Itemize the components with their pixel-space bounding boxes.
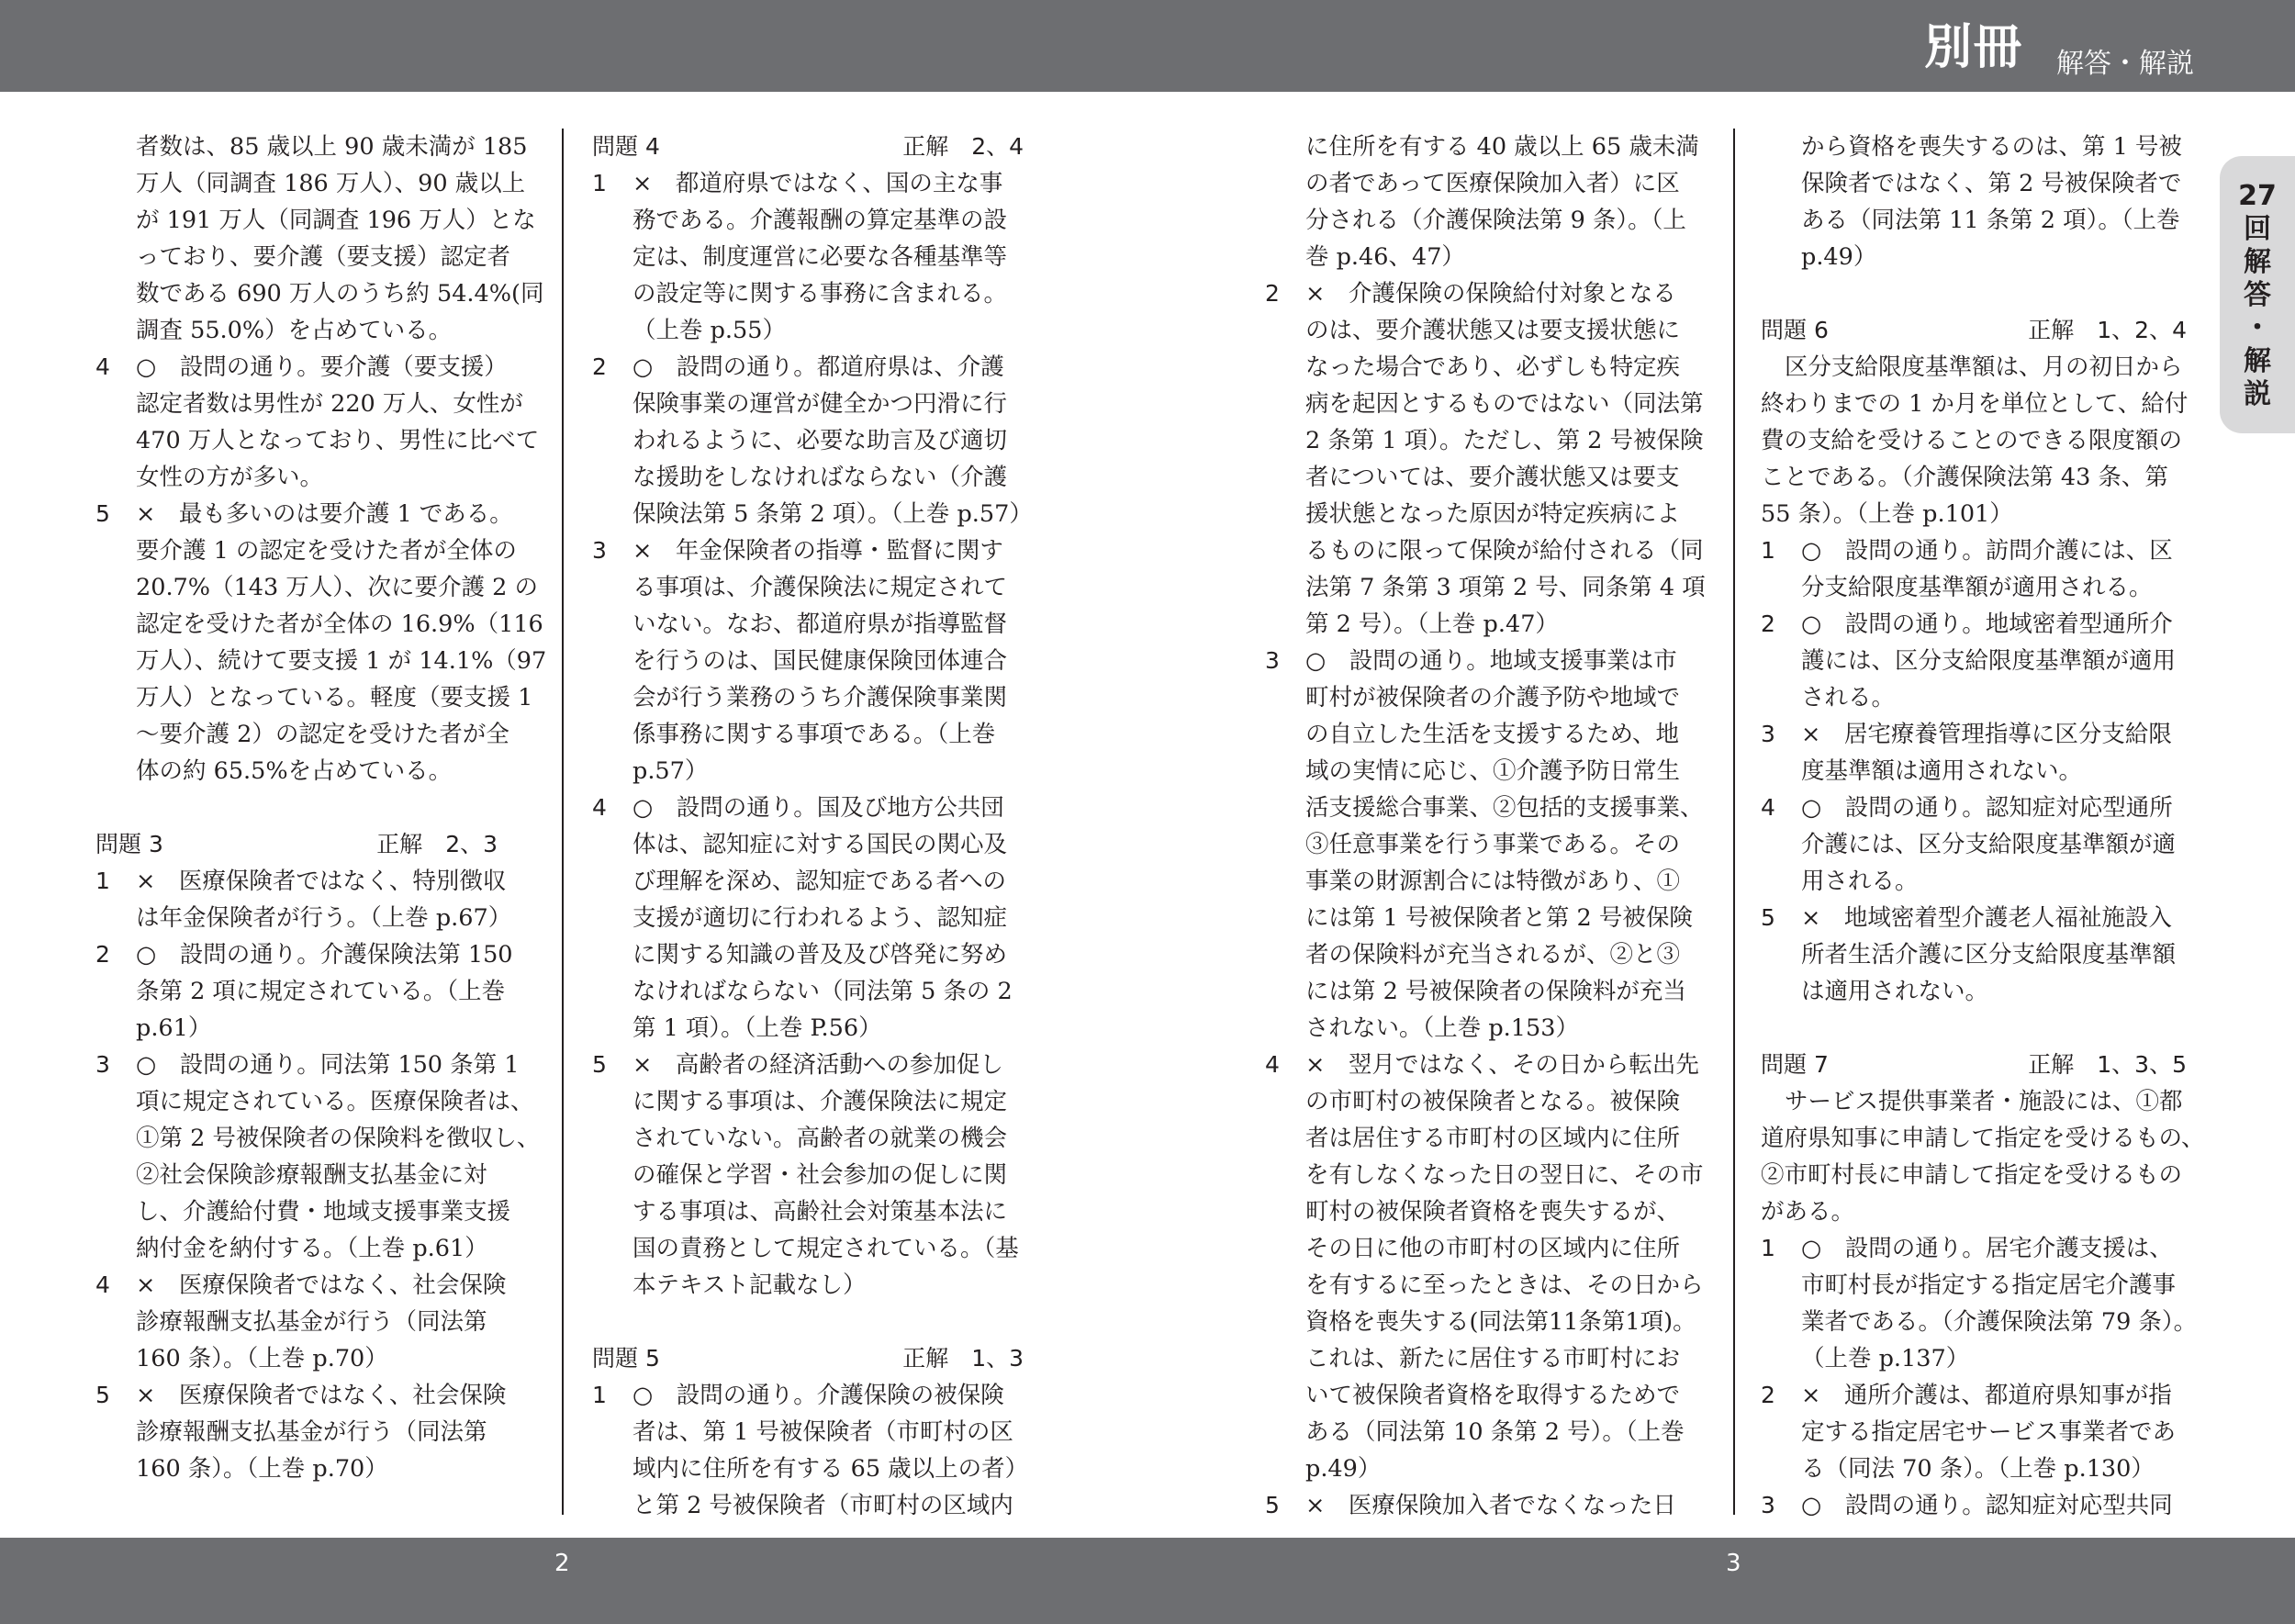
text-line: 用される。 (1801, 868, 1919, 895)
text-line: 第 1 項）。（上巻 P.56） (633, 1014, 882, 1042)
text-line: 費の支給を受けることのできる限度額の (1761, 427, 2183, 454)
text-line: るものに限って保険が給付される（同 (1305, 537, 1704, 565)
text-line: 分される（介護保険法第 9 条）。（上 (1305, 207, 1686, 234)
text-line: 係事務に関する事項である。（上巻 (633, 721, 996, 748)
text-line: 2 条第 1 項）。ただし、第 2 号被保険 (1305, 427, 1704, 454)
text-line: ○ 設問の通り。要介護（要支援） (136, 353, 508, 381)
text-line: ○ 設問の通り。同法第 150 条第 1 (136, 1051, 520, 1079)
text-line: ○ 設問の通り。地域密着型通所介 (1801, 610, 2173, 638)
text-line: を有するに至ったときは、その日から (1305, 1271, 1704, 1299)
answer-item (592, 1047, 1033, 1083)
answer-item (1761, 790, 2205, 826)
header-title: 別冊 (1924, 20, 2024, 75)
text-line: p.61） (136, 1014, 212, 1042)
answer-item (592, 790, 1033, 826)
item-number: 2 (592, 353, 607, 380)
footer-bar (0, 1538, 2295, 1624)
item-number: 5 (1265, 1492, 1280, 1518)
text-line: の市町村の被保険者となる。被保険 (1305, 1088, 1681, 1115)
text-line: × 医療保険者ではなく、社会保険 (136, 1271, 507, 1299)
item-number: 3 (1761, 721, 1775, 747)
correct-answer: 正解 1、3 (902, 1345, 1024, 1372)
text-line: ②社会保険診療報酬支払基金に対 (136, 1161, 487, 1189)
text-line: 認定者数は男性が 220 万人、女性が (136, 390, 523, 418)
text-line: ○ 設問の通り。介護保険法第 150 (136, 941, 513, 969)
text-line: と第 2 号被保険者（市町村の区域内 (633, 1492, 1013, 1519)
side-index-tab (2220, 156, 2295, 433)
text-line: する事項は、高齢社会対策基本法に (633, 1198, 1008, 1226)
item-number: 4 (95, 353, 110, 380)
answer-item (1761, 532, 2205, 569)
text-line: 者については、要介護状態又は要支 (1305, 464, 1680, 491)
item-number: 2 (95, 941, 110, 968)
answer-item (95, 1267, 534, 1304)
text-line: 体の約 65.5%を占めている。 (136, 757, 453, 785)
text-line: を有しなくなった日の翌日に、その市 (1305, 1161, 1704, 1189)
text-line: ○ 設問の通り。地域支援事業は市 (1305, 647, 1677, 675)
text-line: なければならない（同法第 5 条の 2 (633, 978, 1013, 1005)
text-line: される。 (1801, 684, 1896, 711)
text-line: がある。 (1761, 1198, 1855, 1226)
side-index-tab-chars (2220, 180, 2295, 411)
side-index-tab-char: 解 (2244, 345, 2271, 377)
text-line: 者数は、85 歳以上 90 歳未満が 185 (136, 133, 528, 161)
text-line: 者は、第 1 号被保険者（市町村の区 (633, 1418, 1013, 1446)
text-line: には第 2 号被保険者の保険料が充当 (1305, 978, 1686, 1005)
text-line: 域内に住所を有する 65 歳以上の者） (633, 1455, 1029, 1483)
text-line: 万人）、続けて要支援 1 が 14.1%（97 (136, 647, 547, 675)
text-line: 町村の被保険者資格を喪失するが、 (1305, 1198, 1681, 1226)
column-2 (592, 129, 1033, 1524)
text-line: 要介護 1 の認定を受けた者が全体の (136, 537, 517, 565)
text-line: 域の実情に応じ、①介護予防日常生 (1305, 757, 1681, 785)
text-line: 活支援総合事業、②包括的支援事業、 (1305, 794, 1704, 822)
question-heading (95, 826, 534, 863)
answer-item (592, 532, 1033, 569)
item-number: 3 (95, 1051, 110, 1078)
item-number: 4 (592, 794, 607, 821)
column-4 (1761, 129, 2205, 1524)
text-line: 項に規定されている。医療保険者は、 (136, 1088, 534, 1115)
text-line: し、介護給付費・地域支援事業支援 (136, 1198, 511, 1226)
item-number: 1 (1761, 537, 1775, 564)
text-line: 認定を受けた者が全体の 16.9%（116 (136, 610, 543, 638)
page-number-right: 3 (1726, 1550, 1741, 1577)
item-number: 3 (1265, 647, 1280, 674)
text-line: 者は居住する市町村の区域内に住所 (1305, 1125, 1681, 1152)
item-number: 2 (1761, 610, 1775, 637)
text-line: 病を起因とするものではない（同法第 (1305, 390, 1704, 418)
text-line: 市町村長が指定する指定居宅介護事 (1801, 1271, 2177, 1299)
text-line: 調査 55.0%）を占めている。 (136, 317, 453, 344)
text-line: × 都道府県ではなく、国の主な事 (633, 170, 1003, 197)
text-line: p.49） (1801, 243, 1877, 271)
text-line: に関する事項は、介護保険法に規定 (633, 1088, 1008, 1115)
text-line: び理解を深め、認知症である者への (633, 868, 1006, 895)
text-line: 介護には、区分支給限度基準額が適 (1801, 831, 2177, 858)
answer-item (95, 496, 534, 532)
text-line: × 医療保険加入者でなくなった日 (1305, 1492, 1676, 1519)
answer-item (95, 349, 534, 386)
answer-item (95, 1047, 534, 1083)
side-index-tab-char: ・ (2244, 312, 2271, 344)
text-line: には第 1 号被保険者と第 2 号被保険 (1305, 904, 1693, 932)
text-line: ○ 設問の通り。都道府県は、介護 (633, 353, 1004, 381)
answer-item (1265, 275, 1706, 312)
text-line: × 医療保険者ではなく、社会保険 (136, 1382, 507, 1409)
text-line: 所者生活介護に区分支給限度基準額 (1801, 941, 2177, 969)
text-line: 会が行う業務のうち介護保険事業関 (633, 684, 1008, 711)
text-line: 区分支給限度基準額は、月の初日から (1785, 353, 2183, 381)
text-line: × 医療保険者ではなく、特別徴収 (136, 868, 507, 895)
text-line: っており、要介護（要支援）認定者 (136, 243, 511, 271)
text-line: われるように、必要な助言及び適切 (633, 427, 1008, 454)
text-line: いて被保険者資格を取得するためで (1305, 1382, 1681, 1409)
text-line: 定は、制度運営に必要な各種基準等 (633, 243, 1008, 271)
text-line: 護には、区分支給限度基準額が適用 (1801, 647, 2177, 675)
item-number: 4 (95, 1271, 110, 1298)
text-line: サービス提供事業者・施設には、①都 (1785, 1088, 2183, 1115)
text-line: ○ 設問の通り。訪問介護には、区 (1801, 537, 2173, 565)
text-line: ○ 設問の通り。居宅介護支援は、 (1801, 1235, 2173, 1262)
text-line: が 191 万人（同調査 196 万人）とな (136, 207, 536, 234)
text-line: いない。なお、都道府県が指導監督 (633, 610, 1008, 638)
column-divider-right (1733, 129, 1735, 1515)
item-number: 5 (95, 1382, 110, 1408)
text-line: る事項は、介護保険法に規定されて (633, 574, 1008, 601)
column-3 (1265, 129, 1706, 1524)
text-line: × 高齢者の経済活動への参加促し (633, 1051, 1003, 1079)
item-number: 3 (1761, 1492, 1775, 1518)
text-line: ①第 2 号被保険者の保険料を徴収し、 (136, 1125, 541, 1152)
column-1 (95, 129, 547, 1487)
text-line: の自立した生活を支援するため、地 (1305, 721, 1679, 748)
answer-item (1761, 1377, 2205, 1414)
text-line: 事業の財源割合には特徴があり、① (1305, 868, 1681, 895)
text-line: 支援が適切に行われるよう、認知症 (633, 904, 1008, 932)
text-line: 本テキスト記載なし） (633, 1271, 867, 1299)
text-line: は年金保険者が行う。（上巻 p.67） (136, 904, 512, 932)
text-line: 保険事業の運営が健全かつ円滑に行 (633, 390, 1008, 418)
text-line: 援状態となった原因が特定疾病によ (1305, 500, 1681, 528)
column-divider-left (562, 129, 564, 1515)
text-line: の確保と学習・社会参加の促しに関 (633, 1161, 1008, 1189)
text-line: 万人）となっている。軽度（要支援 1 (136, 684, 533, 711)
text-line: 160 条）。（上巻 p.70） (136, 1345, 388, 1372)
text-line: （上巻 p.55） (633, 317, 786, 344)
answer-item (1761, 900, 2205, 936)
item-number: 2 (1265, 280, 1280, 307)
text-line: ことである。（介護保険法第 43 条、第 (1761, 464, 2168, 491)
text-line: 条第 2 項に規定されている。（上巻 (136, 978, 506, 1005)
answer-item (95, 936, 534, 973)
answer-item (592, 1377, 1033, 1414)
header-subtitle: 解答・解説 (2056, 48, 2194, 80)
text-line: の設定等に関する事務に含まれる。 (633, 280, 1008, 308)
text-line: × 居宅療養管理指導に区分支給限 (1801, 721, 2172, 748)
correct-answer: 正解 1、2、4 (2028, 317, 2187, 343)
text-line: ②市町村長に申請して指定を受けるもの (1761, 1161, 2183, 1189)
text-line: ○ 設問の通り。介護保険の被保険 (633, 1382, 1004, 1409)
question-heading (592, 1340, 1033, 1377)
text-line: ある（同法第 10 条第 2 号）。（上巻 (1305, 1418, 1685, 1446)
side-index-tab-char: 27 (2238, 180, 2277, 212)
text-line: 160 条）。（上巻 p.70） (136, 1455, 388, 1483)
item-number: 5 (1761, 904, 1775, 931)
text-line: 診療報酬支払基金が行う（同法第 (136, 1308, 487, 1336)
item-number: 1 (592, 170, 607, 196)
text-line: 法第 7 条第 3 項第 2 号、同条第 4 項 (1305, 574, 1706, 601)
text-line: 470 万人となっており、男性に比べて (136, 427, 540, 454)
text-line: 診療報酬支払基金が行う（同法第 (136, 1418, 487, 1446)
text-line: × 年金保険者の指導・監督に関す (633, 537, 1003, 565)
text-line: × 地域密着型介護老人福祉施設入 (1801, 904, 2172, 932)
text-line: 万人（同調査 186 万人）、90 歳以上 (136, 170, 526, 197)
text-line: 国の責務として規定されている。（基 (633, 1235, 1019, 1262)
question-title: 問題 5 (592, 1345, 660, 1372)
text-line: 保険法第 5 条第 2 項）。（上巻 p.57） (633, 500, 1033, 528)
text-line: 分支給限度基準額が適用される。 (1801, 574, 2153, 601)
text-line: 終わりまでの 1 か月を単位として、給付 (1761, 390, 2189, 418)
answer-item (592, 165, 1033, 202)
item-number: 3 (592, 537, 607, 564)
text-line: 度基準額は適用されない。 (1801, 757, 2083, 785)
text-line: 者の保険料が充当されるが、②と③ (1305, 941, 1681, 969)
item-number: 4 (1761, 794, 1775, 821)
answer-item (1761, 1230, 2205, 1267)
text-line: 第 2 号）。（上巻 p.47） (1305, 610, 1559, 638)
text-line: × 最も多いのは要介護 1 である。 (136, 500, 513, 528)
question-title: 問題 7 (1761, 1051, 1829, 1078)
correct-answer: 正解 2、4 (902, 133, 1024, 160)
text-line: 女性の方が多い。 (136, 464, 324, 491)
text-line: × 通所介護は、都道府県知事が指 (1801, 1382, 2172, 1409)
correct-answer: 正解 1、3、5 (2028, 1051, 2187, 1078)
text-line: る（同法 70 条）。（上巻 p.130） (1801, 1455, 2155, 1483)
text-line: 〜要介護 2）の認定を受けた者が全 (136, 721, 509, 748)
text-line: 数である 690 万人のうち約 54.4%(同 (136, 280, 544, 308)
text-line: から資格を喪失するのは、第 1 号被 (1801, 133, 2182, 161)
page-number-left: 2 (554, 1550, 570, 1577)
question-title: 問題 3 (95, 831, 163, 857)
side-index-tab-char: 回 (2244, 213, 2271, 245)
answer-item (1761, 1487, 2205, 1524)
text-line: されない。（上巻 p.153） (1305, 1014, 1579, 1042)
text-line: 納付金を納付する。（上巻 p.61） (136, 1235, 488, 1262)
text-line: ある（同法第 11 条第 2 項）。（上巻 (1801, 207, 2180, 234)
text-line: 務である。介護報酬の算定基準の設 (633, 207, 1008, 234)
answer-item (95, 1377, 534, 1414)
text-line: は適用されない。 (1801, 978, 1989, 1005)
text-line: p.57） (633, 757, 709, 785)
text-line: を行うのは、国民健康保険団体連合 (633, 647, 1008, 675)
item-number: 1 (95, 868, 110, 894)
item-number: 4 (1265, 1051, 1280, 1078)
side-index-tab-char: 説 (2244, 378, 2271, 410)
side-index-tab-char: 解 (2244, 246, 2271, 278)
text-line: × 翌月ではなく、その日から転出先 (1305, 1051, 1699, 1079)
text-line: 業者である。（介護保険法第 79 条）。 (1801, 1308, 2198, 1336)
question-title: 問題 4 (592, 133, 660, 160)
item-number: 5 (95, 500, 110, 527)
text-line: なった場合であり、必ずしも特定疾 (1305, 353, 1681, 381)
text-line: ○ 設問の通り。認知症対応型共同 (1801, 1492, 2173, 1519)
text-line: の者であって医療保険加入者）に区 (1305, 170, 1680, 197)
answer-item (1265, 643, 1706, 679)
text-line: 定する指定居宅サービス事業者であ (1801, 1418, 2177, 1446)
text-line: 保険者ではなく、第 2 号被保険者で (1801, 170, 2182, 197)
side-index-tab-char: 答 (2244, 279, 2271, 311)
text-line: 55 条）。（上巻 p.101） (1761, 500, 2013, 528)
item-number: 1 (1761, 1235, 1775, 1261)
answer-item (592, 349, 1033, 386)
item-number: 1 (592, 1382, 607, 1408)
side-index-tab-label (2220, 180, 2295, 411)
text-line: これは、新たに居住する市町村にお (1305, 1345, 1681, 1372)
answer-item (1761, 606, 2205, 643)
text-line: p.49） (1305, 1455, 1382, 1483)
answer-item (1761, 716, 2205, 753)
answer-item (1265, 1487, 1706, 1524)
text-line: 20.7%（143 万人）、次に要介護 2 の (136, 574, 538, 601)
text-line: に関する知識の普及及び啓発に努め (633, 941, 1008, 969)
text-line: ○ 設問の通り。認知症対応型通所 (1801, 794, 2173, 822)
text-line: × 介護保険の保険給付対象となる (1305, 280, 1676, 308)
text-line: その日に他の市町村の区域内に住所 (1305, 1235, 1681, 1262)
text-line: されていない。高齢者の就業の機会 (633, 1125, 1008, 1152)
text-line: な援助をしなければならない（介護 (633, 464, 1008, 491)
text-line: に住所を有する 40 歳以上 65 歳未満 (1305, 133, 1699, 161)
text-line: のは、要介護状態又は要支援状態に (1305, 317, 1681, 344)
text-line: 町村が被保険者の介護予防や地域で (1305, 684, 1681, 711)
text-line: （上巻 p.137） (1801, 1345, 1970, 1372)
correct-answer: 正解 2、3 (376, 831, 498, 857)
item-number: 5 (592, 1051, 607, 1078)
text-line: ○ 設問の通り。国及び地方公共団 (633, 794, 1004, 822)
answer-item (95, 863, 534, 900)
text-line: 体は、認知症に対する国民の関心及 (633, 831, 1008, 858)
item-number: 2 (1761, 1382, 1775, 1408)
question-heading (1761, 1047, 2205, 1083)
answer-item (1265, 1047, 1706, 1083)
question-title: 問題 6 (1761, 317, 1829, 343)
text-line: 巻 p.46、47） (1305, 243, 1465, 271)
question-heading (1761, 312, 2205, 349)
text-line: 資格を喪失する(同法第11条第1項)。 (1305, 1308, 1696, 1336)
text-line: ③任意事業を行う事業である。その (1305, 831, 1681, 858)
question-heading (592, 129, 1033, 165)
text-line: 道府県知事に申請して指定を受けるもの、 (1761, 1125, 2205, 1152)
